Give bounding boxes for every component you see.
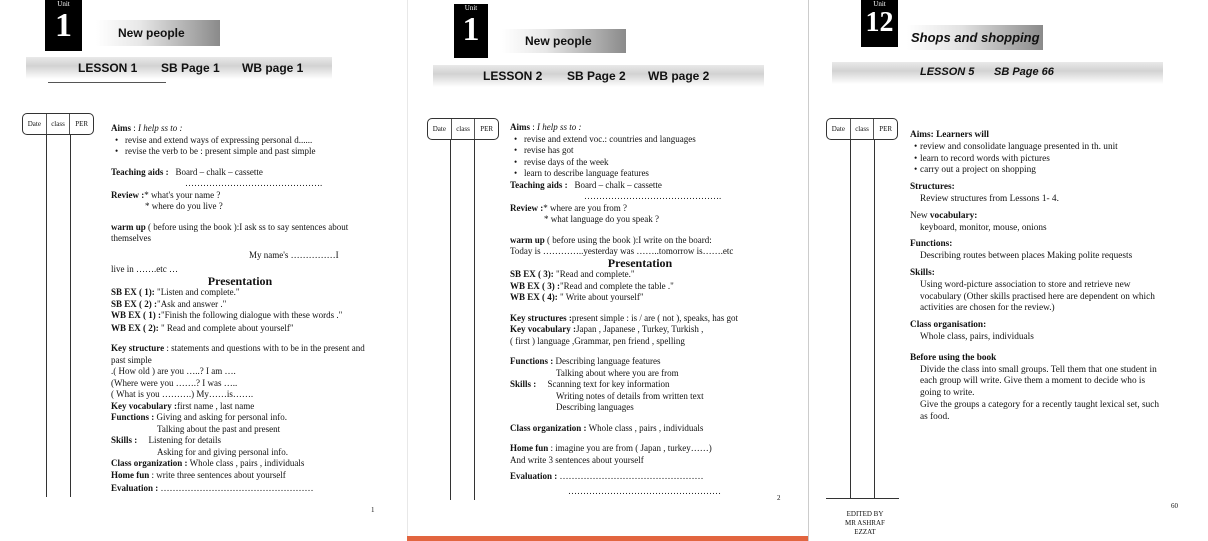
exercise-text: "Ask and answer .": [157, 298, 227, 309]
date-class-per-box: [427, 118, 499, 140]
warmup-sentence: live in …….etc …: [111, 264, 178, 274]
date-column: Date: [428, 119, 452, 139]
aim-item: • revise and extend voc.: countries and languages: [510, 134, 770, 146]
key-structure-example: ( What is you ……….) My……is…….: [111, 389, 254, 399]
home-fun-label: Home fun: [111, 469, 150, 480]
divider: [48, 82, 166, 83]
exercise-text: " Read and complete about yourself": [161, 322, 294, 333]
dots-line: ……………………………………….: [185, 178, 323, 188]
page-number: 2: [777, 494, 781, 502]
unit-title: New people: [502, 29, 626, 53]
aim-item: • learn to record words with pictures: [910, 154, 1166, 166]
exercise-label: SB EX ( 2) :: [111, 298, 158, 309]
lesson-number: LESSON 2: [483, 69, 543, 83]
unit-badge: [454, 4, 488, 58]
date-class-per-box: [826, 118, 898, 140]
presentation-heading: Presentation: [607, 255, 673, 270]
evaluation-dots: ……………………………………………: [568, 485, 721, 496]
class-column-line: [474, 140, 475, 500]
unit-number: 1: [462, 11, 480, 48]
date-class-per-box: [22, 113, 94, 135]
sb-page: SB Page 1: [161, 61, 220, 75]
lesson-page-1: [0, 0, 404, 541]
class-column-line: [874, 140, 875, 498]
skill-item: Describing languages: [556, 402, 634, 412]
date-column: Date: [827, 119, 851, 139]
per-column: PER: [879, 125, 893, 133]
evaluation-dots: ……………………………………………: [160, 483, 314, 493]
aims-intro: I help ss to :: [138, 123, 183, 133]
class-org: Whole class , pairs , individuals: [189, 458, 305, 468]
evaluation-dots: …………………………………………: [559, 471, 704, 481]
review-question: * what's your name ?: [144, 189, 221, 200]
edited-by: [829, 510, 901, 537]
home-fun: : imagine you are from ( Japan , turkey……): [550, 443, 712, 453]
teaching-aids: Board – chalk – cassette: [175, 166, 263, 177]
skills: Using word-picture association to store and retrieve new vocabulary (Other skills practised here are dependent on which activities are chosen for the review.): [920, 279, 1155, 314]
exercise-label: SB EX ( 1):: [111, 287, 155, 297]
home-fun: And write 3 sentences about yourself: [510, 454, 644, 465]
structures-label: Structures:: [910, 182, 955, 193]
skills-label: Skills :: [111, 435, 138, 445]
function-item: Talking about the past and present: [157, 423, 281, 434]
key-vocab: first name , last name: [177, 400, 255, 411]
edited-by-line: MR ASHRAF: [845, 519, 885, 527]
exercise-label: WB EX ( 4):: [510, 292, 558, 302]
key-vocab-label: Key vocabulary :: [510, 324, 576, 334]
aim-item: • revise and extend ways of expressing personal d......: [111, 135, 369, 147]
structures: Review structures from Lessons 1- 4.: [920, 193, 1059, 204]
unit-badge: [45, 0, 82, 51]
edited-by-line: EZZAT: [854, 528, 876, 536]
aim-item: • carry out a project on shopping: [910, 165, 1166, 177]
skill-item: Writing notes of details from written text: [556, 390, 704, 401]
warmup-sentence: Today is …………..yesterday was ……..tomorrow is…….etc: [510, 246, 734, 256]
review-label: Review :: [111, 189, 145, 200]
per-column: PER: [75, 120, 89, 128]
before-using-step: Divide the class into small groups. Tell them that one student in each group will write. Give them a moment to decide who is going to write.: [920, 364, 1157, 399]
edited-by-line: EDITED BY: [846, 510, 884, 518]
aim-item: • learn to describe language features: [510, 168, 770, 180]
class-org-label: Class organisation:: [910, 320, 987, 331]
review-question: * what language do you speak ?: [544, 214, 659, 224]
date-column-line: [850, 140, 851, 498]
page-number: 60: [1171, 502, 1178, 510]
class-org: Whole class , pairs , individuals: [588, 422, 704, 433]
functions-label: Functions:: [910, 239, 953, 250]
unit-title: New people: [96, 20, 220, 46]
evaluation-label: Evaluation :: [111, 483, 159, 493]
unit-label: Unit: [873, 0, 886, 8]
presentation-heading: Presentation: [207, 273, 273, 288]
lesson-plan-content: [910, 130, 1166, 424]
aim-item: • revise has got: [510, 145, 770, 157]
aims-label: Aims: [510, 122, 530, 132]
lesson-page-3: [808, 0, 1208, 541]
home-fun-label: Home fun: [510, 443, 549, 453]
teaching-aids-label: Teaching aids :: [111, 166, 169, 177]
exercise-text: "Finish the following dialogue with these words .": [161, 310, 343, 320]
aim-item: • review and consolidate language presented in th. unit: [910, 142, 1166, 154]
function-item: Giving and asking for personal info.: [156, 412, 287, 422]
exercise-label: WB EX ( 2):: [111, 322, 159, 333]
review-question: * where are you from ?: [543, 202, 627, 213]
aims-intro: I help ss to :: [537, 122, 582, 132]
key-vocab: ( first ) language ,Grammar, pen friend , spelling: [510, 335, 685, 346]
before-using-label: Before using the book: [910, 352, 997, 363]
key-vocab: Japan , Japanese , Turkey, Turkish ,: [576, 324, 704, 334]
date-column-line: [450, 140, 451, 500]
class-column-line: [70, 135, 71, 497]
lesson-plan-content: Aims : I help ss to : • revise and extend voc.: countries and languages • revise has got • revise days of the week • learn to describe language features Teaching aids : Board – chalk – cassette ………………………………………. Review :* where are you from ? * what language do you speak ? warm up ( before using the book ):I write on the board: Today is …………..yesterday was ……..tomorrow is…….etc Presentation SB EX ( 3): "Read and complete." WB EX ( 3) :"Read and complete the table ." WB EX ( 4): " Write about yourself" Key structures :present simple : is / are ( not ), speaks, has got Key vocabulary :Japan , Japanese , Turkey, Turkish , ( first ) language ,Grammar, pen friend , spelling Functions : Describing language features Talking about where you are from Skills : Scanning text for key information Writing notes of details from written text Describing languages Class organization : Whole class , pairs , individuals Home fun : imagine you are from ( Japan , turkey……) And write 3 sentences about yourself Evaluation : ………………………………………… ……………………………………………: [510, 122, 770, 497]
teaching-aids-label: Teaching aids :: [510, 179, 568, 190]
dots-line: ……………………………………….: [584, 191, 722, 201]
unit-title: Shops and shopping: [907, 25, 1043, 50]
warmup-text: ( before using the book ):I ask ss to say sentences about themselves: [111, 221, 349, 243]
warmup-sentence: My name's ……………I: [249, 249, 339, 260]
aims-label: Aims: [111, 123, 131, 133]
unit-number: 1: [55, 7, 72, 44]
functions-label: Functions :: [510, 356, 554, 366]
date-column-line: [46, 135, 47, 497]
review-label: Review :: [510, 202, 544, 213]
exercise-text: "Read and complete.": [556, 269, 635, 279]
aims-list: [111, 135, 369, 158]
function-item: Talking about where you are from: [556, 367, 679, 378]
key-structure-example: .( How old ) are you …..? I am ….: [111, 366, 236, 376]
lesson-number: LESSON 5: [920, 66, 975, 78]
class-org-label: Class organization :: [510, 422, 587, 433]
teaching-aids: Board – chalk – cassette: [574, 179, 662, 190]
lesson-bar: [832, 62, 1163, 84]
class-column: class: [47, 114, 71, 134]
new-vocab-label: vocabulary:: [929, 210, 978, 221]
aim-item: • revise days of the week: [510, 157, 770, 169]
sb-page: SB Page 2: [567, 69, 626, 83]
warmup-text: ( before using the book ):I write on the board:: [547, 234, 712, 245]
lesson-bar: [26, 57, 332, 79]
unit-label: Unit: [57, 0, 70, 8]
before-using-step: Give the groups a category for a recently taught lexical set, such as food.: [920, 399, 1160, 422]
new-vocab: keyboard, monitor, mouse, onions: [920, 222, 1047, 233]
skills-label: Skills:: [910, 267, 935, 278]
unit-number: 12: [865, 7, 894, 38]
functions: Describing routes between places Making polite requests: [920, 251, 1133, 262]
key-structure-label: Key structure: [111, 343, 165, 353]
skill-item: Listening for details: [148, 435, 221, 445]
per-column: PER: [480, 125, 494, 133]
review-question: * where do you live ?: [145, 201, 223, 211]
key-structures: present simple : is / are ( not ), speaks, has got: [571, 312, 739, 323]
warmup-label: warm up: [111, 221, 146, 232]
key-vocab-label: Key vocabulary :: [111, 400, 177, 411]
skill-item: Asking for and giving personal info.: [157, 446, 288, 457]
footer-line: [826, 498, 899, 499]
page-number: 1: [371, 506, 375, 514]
exercise-label: SB EX ( 3):: [510, 269, 554, 279]
key-structures-label: Key structures :: [510, 312, 572, 323]
evaluation-label: Evaluation :: [510, 471, 558, 481]
class-org: Whole class, pairs, individuals: [920, 331, 1034, 342]
unit-label: Unit: [464, 4, 478, 12]
skills-label: Skills :: [510, 379, 537, 389]
exercise-text: "Read and complete the table .": [560, 280, 674, 291]
aim-item: • revise the verb to be : present simple and past simple: [111, 146, 369, 158]
exercise-text: " Write about yourself": [560, 292, 644, 302]
function-item: Describing language features: [555, 356, 661, 366]
functions-label: Functions :: [111, 412, 155, 422]
key-structure-text: : statements and questions with to be in the present and past simple: [111, 343, 365, 365]
wb-page: WB page 2: [648, 69, 710, 83]
sb-page: SB Page 66: [994, 66, 1054, 78]
lesson-page-2: [407, 0, 807, 541]
skill-item: Scanning text for key information: [547, 379, 670, 389]
lesson-number: LESSON 1: [78, 61, 138, 75]
exercise-label: WB EX ( 1) :: [111, 310, 161, 320]
home-fun: : write three sentences about yourself: [151, 469, 286, 480]
new-vocab-prefix: New: [910, 210, 930, 221]
aims-label: Aims: Learners will: [910, 130, 990, 140]
key-structure-example: (Where were you …….? I was …..: [111, 377, 238, 388]
class-org-label: Class organization :: [111, 458, 188, 468]
warmup-label: warm up: [510, 234, 545, 245]
exercise-text: "Listen and complete.": [157, 287, 240, 297]
page-bottom-accent: [407, 536, 810, 541]
wb-page: WB page 1: [242, 61, 304, 75]
date-column: Date: [23, 114, 47, 134]
aims-list: [910, 142, 1166, 177]
unit-badge: [861, 0, 898, 47]
lesson-plan-content: Aims : I help ss to : • revise and extend ways of expressing personal d...... • revise the verb to be : present simple and past simple Teaching aids : Board – chalk – cassette ………………………………………. Review :* what's your name ? * where do you live ? warm up ( before using the book ):I ask ss to say sentences about themselves My name's ……………I live in …….etc … Presentation SB EX ( 1): "Listen and complete." SB EX ( 2) :"Ask and answer ." WB EX ( 1) :"Finish the following dialogue with these words ." WB EX ( 2): " Read and complete about yourself" Key structure : statements and questions with to be in the present and past simple .( How old ) are you …..? I am …. (Where were you …….? I was ….. ( What is you ……….) My……is……. Key vocabulary :first name , last name Functions : Giving and asking for personal info. Talking about the past and present Skills : Listening for details Asking for and giving personal info. Class organization : Whole class , pairs , individuals Home fun : write three sentences about yourself Evaluation : ……………………………………………: [111, 123, 369, 495]
exercise-label: WB EX ( 3) :: [510, 280, 560, 291]
class-column: class: [452, 119, 476, 139]
lesson-bar: [433, 65, 764, 87]
class-column: class: [851, 119, 875, 139]
aims-list: [510, 134, 770, 180]
